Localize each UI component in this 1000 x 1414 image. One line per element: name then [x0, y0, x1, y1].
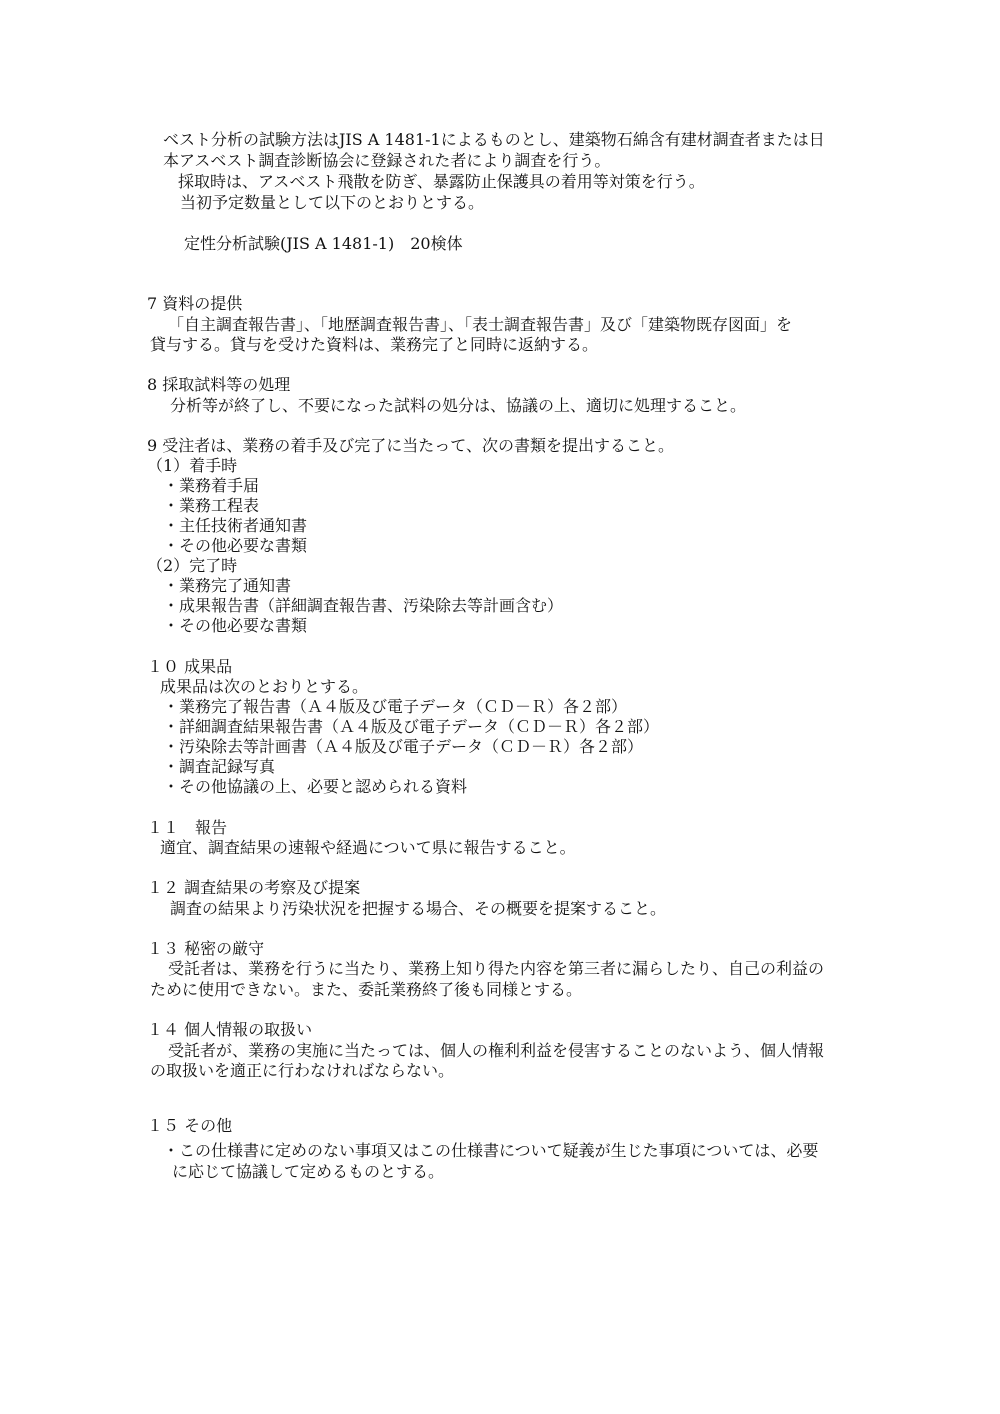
section-9-sub-1: （1）着手時	[147, 456, 238, 475]
section-9-sub-1-item: ・主任技術者通知書	[163, 516, 308, 535]
section-9-sub-2-item: ・成果報告書（詳細調査報告書、汚染除去等計画含む）	[163, 596, 564, 615]
section-10-item: ・詳細調査結果報告書（Ａ４版及び電子データ（ＣＤ－Ｒ）各２部）	[163, 717, 660, 736]
section-7-line-1: 「自主調査報告書」、「地歴調査報告書」、「表士調査報告書」及び「建築物既存図面」を	[168, 315, 793, 334]
section-8-line-1: 分析等が終了し、不要になった試料の処分は、協議の上、適切に処理すること。	[170, 396, 747, 415]
section-14-line-1: 受託者が、業務の実施に当たっては、個人の権利利益を侵害することのないよう、個人情報	[168, 1041, 825, 1060]
section-11-line-1: 適宜、調査結果の速報や経過について県に報告すること。	[160, 838, 576, 857]
section-13-heading: １３ 秘密の厳守	[147, 939, 265, 958]
section-15-line-1: ・この仕様書に定めのない事項又はこの仕様書について疑義が生じた事項については、必要	[163, 1141, 819, 1160]
section-13-line-1: 受託者は、業務を行うに当たり、業務上知り得た内容を第三者に漏らしたり、自己の利益の	[168, 959, 825, 978]
intro-line-5: 定性分析試験(JIS A 1481-1) 20検体	[184, 234, 463, 253]
section-9-sub-2: （2）完了時	[147, 556, 238, 575]
section-12-line-1: 調査の結果より汚染状況を把握する場合、その概要を提案すること。	[170, 899, 667, 918]
section-9-sub-2-item: ・業務完了通知書	[163, 576, 292, 595]
section-10-item: ・調査記録写真	[163, 757, 276, 776]
section-7-heading: 7 資料の提供	[147, 294, 243, 313]
section-10-line-1: 成果品は次のとおりとする。	[160, 677, 369, 696]
section-14-heading: １４ 個人情報の取扱い	[147, 1020, 313, 1039]
intro-line-1: ベスト分析の試験方法はJIS A 1481-1によるものとし、建築物石綿含有建材調査者または日	[163, 130, 825, 149]
section-13-line-2: ために使用できない。また、委託業務終了後も同様とする。	[150, 980, 583, 999]
section-9-heading: 9 受注者は、業務の着手及び完了に当たって、次の書類を提出すること。	[147, 436, 674, 455]
section-10-item: ・汚染除去等計画書（Ａ４版及び電子データ（ＣＤ－Ｒ）各２部）	[163, 737, 644, 756]
section-8-heading: 8 採取試料等の処理	[147, 375, 291, 394]
section-10-item: ・その他協議の上、必要と認められる資料	[163, 777, 468, 796]
intro-line-3: 採取時は、アスベスト飛散を防ぎ、暴露防止保護具の着用等対策を行う。	[178, 172, 705, 191]
section-9-sub-2-item: ・その他必要な書類	[163, 616, 308, 635]
section-9-sub-1-item: ・業務着手届	[163, 476, 260, 495]
section-9-sub-1-item: ・業務工程表	[163, 496, 260, 515]
intro-line-2: 本アスベスト調査診断協会に登録された者により調査を行う。	[163, 151, 611, 170]
section-11-heading: １１ 報告	[147, 818, 228, 837]
section-10-item: ・業務完了報告書（Ａ４版及び電子データ（ＣＤ－Ｒ）各２部）	[163, 697, 628, 716]
intro-line-4: 当初予定数量として以下のとおりとする。	[180, 193, 485, 212]
section-15-line-2: に応じて協議して定めるものとする。	[172, 1162, 445, 1181]
section-7-line-2: 貸与する。貸与を受けた資料は、業務完了と同時に返納する。	[150, 335, 599, 354]
section-15-heading: １５ その他	[147, 1116, 233, 1135]
section-10-heading: １０ 成果品	[147, 657, 233, 676]
section-9-sub-1-item: ・その他必要な書類	[163, 536, 308, 555]
section-14-line-2: の取扱いを適正に行わなければならない。	[150, 1061, 455, 1080]
section-12-heading: １２ 調査結果の考察及び提案	[147, 878, 361, 897]
